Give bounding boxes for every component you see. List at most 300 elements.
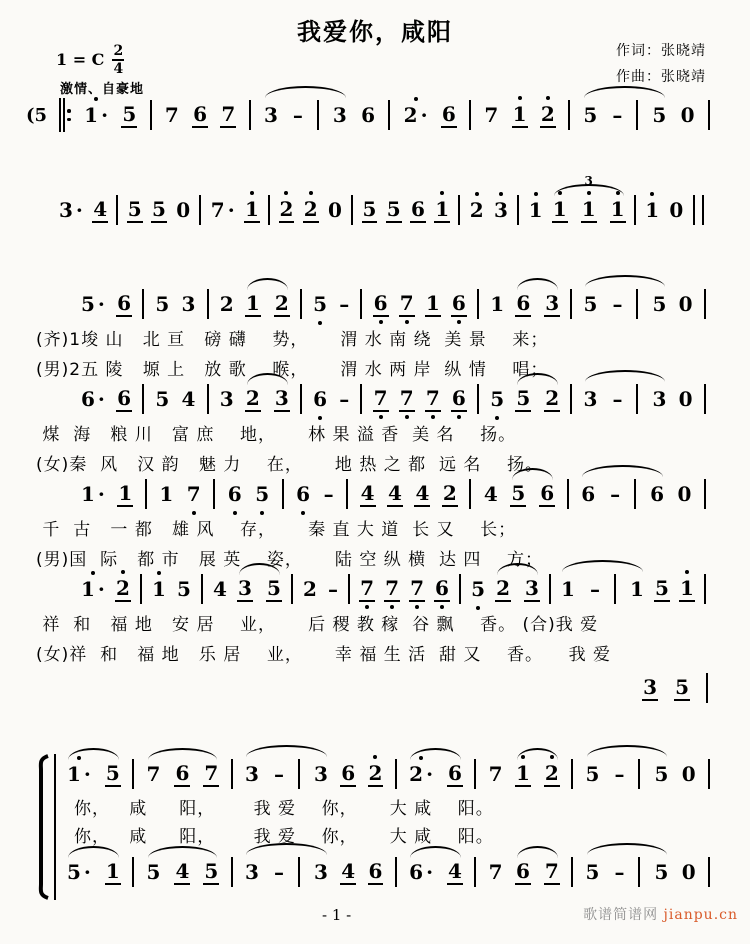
- note-number: 3: [59, 197, 73, 222]
- tempo-marking: 激情、自豪地: [60, 82, 145, 97]
- barline: [469, 479, 471, 509]
- octave-dot-above: [587, 191, 591, 195]
- octave-dot-below: [476, 606, 480, 610]
- octave-dot-above: [558, 191, 562, 195]
- slur-group: [582, 100, 667, 130]
- note: [174, 762, 190, 787]
- note-number: 5: [654, 859, 669, 884]
- note-number: 5: [127, 196, 142, 221]
- note: [408, 861, 434, 884]
- barline: [570, 384, 572, 414]
- note: [180, 388, 196, 411]
- note-number: 4: [93, 196, 108, 221]
- song-title: 我爱你，咸阳: [297, 18, 453, 46]
- note-number: 5: [654, 575, 669, 600]
- note-number: 5: [583, 291, 598, 316]
- octave-dot-above: [650, 192, 654, 196]
- barline: [704, 384, 706, 414]
- barline: [469, 100, 471, 130]
- octave-dot-below: [405, 320, 409, 324]
- note-number: –: [327, 576, 338, 601]
- note: [515, 762, 531, 787]
- note: [266, 577, 282, 602]
- lyrics-line: 你， 咸 阳， 我 爱 你， 大 咸 阳。: [74, 799, 494, 819]
- note: [434, 577, 450, 602]
- note-number: 7: [425, 385, 440, 410]
- octave-dot-above: [440, 191, 444, 195]
- note-number: 2: [274, 290, 289, 315]
- music-line-voice2: [66, 852, 710, 892]
- note-number: 5: [176, 576, 191, 601]
- barline: [360, 384, 362, 414]
- note-number: 2: [303, 196, 318, 221]
- note: [409, 577, 425, 602]
- note: [489, 388, 505, 411]
- dot-augmentation: ·: [97, 576, 105, 601]
- note-number: –: [610, 481, 621, 506]
- octave-dot-below: [318, 321, 322, 325]
- octave-dot-above: [121, 570, 125, 574]
- note-number: 6: [341, 760, 356, 785]
- note-number: 7: [146, 761, 161, 786]
- note-number: 6: [117, 385, 131, 410]
- note: [642, 676, 658, 701]
- note-number: 6: [581, 481, 596, 506]
- note-number: 7: [164, 102, 179, 127]
- note: [80, 578, 106, 601]
- note-number: 7: [410, 575, 424, 600]
- note: [279, 198, 295, 223]
- note-number: 5: [511, 480, 526, 505]
- octave-dot-below: [440, 605, 444, 609]
- note: [164, 104, 180, 127]
- note-number: –: [339, 386, 350, 411]
- barline: [474, 759, 476, 789]
- note-number: 3: [245, 761, 259, 786]
- note: [493, 199, 509, 222]
- sustain-dash: [589, 578, 601, 601]
- note-number: 2: [302, 576, 317, 601]
- note-number: 5: [471, 576, 486, 601]
- note-number: 2: [279, 196, 294, 221]
- barline: [317, 100, 319, 130]
- note-number: –: [614, 761, 625, 786]
- barline: [636, 100, 638, 130]
- note: [528, 199, 544, 222]
- barline: [351, 195, 353, 225]
- note-number: 5: [675, 674, 689, 699]
- note-number: 4: [341, 858, 356, 883]
- note-number: 4: [213, 576, 227, 601]
- note: [237, 577, 253, 602]
- note: [651, 388, 667, 411]
- barline: [477, 384, 479, 414]
- note-number: 6: [448, 760, 462, 785]
- note-number: 7: [210, 197, 225, 222]
- note-number: 6: [411, 196, 425, 221]
- slur-group: [408, 762, 463, 787]
- note: [582, 104, 598, 127]
- note-number: 1: [84, 102, 99, 127]
- note: [312, 293, 328, 316]
- note-number: 5: [654, 761, 669, 786]
- slur-group: [585, 857, 670, 887]
- note: [245, 387, 261, 412]
- note-number: 5: [362, 196, 377, 221]
- note: [649, 483, 665, 506]
- note: [387, 482, 403, 507]
- sustain-dash: [338, 293, 350, 316]
- lyrics-line: (男)国 际 都 市 展 英 姿， 陆 空 纵 横 达 四 方；: [36, 550, 543, 570]
- dot-augmentation: ·: [420, 102, 428, 127]
- note-number: –: [612, 102, 623, 127]
- note-number: 1: [581, 196, 596, 221]
- octave-dot-below: [415, 605, 419, 609]
- note: [92, 198, 108, 223]
- dot-augmentation: ·: [97, 291, 105, 316]
- note: [80, 293, 106, 316]
- barline: [116, 195, 118, 225]
- note-number: –: [273, 761, 284, 786]
- note-number: 5: [67, 859, 81, 884]
- note-number: 7: [488, 859, 503, 884]
- sustain-dash: [611, 388, 623, 411]
- barline: [300, 384, 302, 414]
- slur-group: [244, 857, 329, 887]
- lyrics-line: 千 古 一 都 雄 风 存， 秦 直 大 道 长 又 长；: [36, 520, 517, 540]
- barline: [459, 574, 461, 604]
- note: [544, 860, 560, 885]
- note-number: 4: [175, 858, 190, 883]
- note-number: 3: [181, 291, 196, 316]
- note-number: 2: [442, 480, 457, 505]
- slur-group: [66, 860, 121, 885]
- octave-dot-below: [260, 511, 264, 515]
- note-number: 0: [677, 481, 692, 506]
- note-number: 6: [296, 481, 311, 506]
- note: [674, 676, 690, 701]
- note-number: 3: [643, 674, 658, 699]
- note: [653, 763, 669, 786]
- lyrics-line: 你， 咸 阳， 我 爱 你， 大 咸 阳。: [74, 827, 494, 847]
- barline: [249, 100, 251, 130]
- note-number: 5: [255, 481, 270, 506]
- note-number: 5: [151, 196, 166, 221]
- note: [512, 103, 528, 128]
- note: [447, 860, 463, 885]
- note: [653, 861, 669, 884]
- system-start-barline: [54, 754, 56, 900]
- octave-dot-below: [301, 511, 305, 515]
- note-number: 3: [245, 859, 259, 884]
- note-number: –: [273, 859, 284, 884]
- note-number: 3: [219, 386, 234, 411]
- note: [151, 198, 167, 223]
- note: [220, 103, 236, 128]
- note: [80, 483, 106, 506]
- octave-dot-below: [379, 415, 383, 419]
- note: [425, 292, 441, 317]
- repeat-start-barline: [59, 98, 71, 132]
- octave-dot-below: [318, 416, 322, 420]
- note: [254, 483, 270, 506]
- slur-group: [515, 762, 560, 787]
- note: [651, 104, 667, 127]
- rest-note: [327, 199, 343, 222]
- note-number: 4: [415, 480, 430, 505]
- note-number: 4: [448, 858, 462, 883]
- note-number: 2: [496, 575, 510, 600]
- note: [373, 387, 389, 412]
- note-number: 5: [155, 291, 170, 316]
- time-signature: [112, 44, 124, 76]
- note-number: 6: [409, 859, 424, 884]
- note-number: 2: [409, 761, 424, 786]
- note: [560, 578, 576, 601]
- note-number: 2: [545, 385, 560, 410]
- note-number: 1: [118, 480, 133, 505]
- note: [447, 762, 463, 787]
- note-number: 3: [263, 102, 278, 127]
- note-number: –: [614, 859, 625, 884]
- slur-group: [560, 574, 645, 604]
- barline: [150, 100, 152, 130]
- octave-dot-below: [457, 320, 461, 324]
- note-number: 0: [176, 197, 191, 222]
- note: [495, 577, 511, 602]
- note-number: 7: [373, 385, 388, 410]
- note-number: 1: [679, 575, 694, 600]
- note: [552, 198, 568, 223]
- music-line: [26, 95, 710, 135]
- octave-dot-below: [405, 415, 409, 419]
- note-number: 6: [227, 481, 242, 506]
- note: [116, 292, 132, 317]
- music-system-5: [36, 474, 706, 574]
- barline: [704, 574, 706, 604]
- note: [384, 577, 400, 602]
- note-number: 3: [545, 290, 560, 315]
- note: [540, 103, 556, 128]
- barline: [567, 479, 569, 509]
- note: [174, 860, 190, 885]
- barline: [199, 195, 201, 225]
- note: [489, 293, 505, 316]
- note: [644, 199, 660, 222]
- note: [116, 387, 132, 412]
- note: [66, 861, 92, 884]
- slur-group: [583, 384, 668, 414]
- note: [654, 577, 670, 602]
- barline: [706, 673, 708, 703]
- note: [585, 763, 601, 786]
- note-number: 2: [368, 760, 383, 785]
- note: [58, 199, 84, 222]
- key-signature: [56, 44, 124, 76]
- slur-group: [580, 479, 665, 509]
- watermark-domain: jianpu.cn: [663, 907, 738, 923]
- note-number: 3: [274, 385, 289, 410]
- note: [313, 763, 329, 786]
- note-number: 1: [629, 576, 644, 601]
- note: [303, 198, 319, 223]
- note: [105, 762, 121, 787]
- note: [362, 198, 378, 223]
- music-line-voice1: [66, 754, 710, 794]
- sustain-dash: [611, 104, 623, 127]
- dot-augmentation: ·: [97, 481, 105, 506]
- note: [360, 104, 376, 127]
- slur-group: [245, 292, 290, 317]
- note-number: 2: [403, 102, 418, 127]
- note-number: 7: [399, 385, 414, 410]
- note: [210, 199, 236, 222]
- note-number: 5: [122, 101, 137, 126]
- note-number: 1: [610, 196, 625, 221]
- note: [488, 861, 504, 884]
- note: [312, 388, 328, 411]
- note-number: 5: [155, 386, 170, 411]
- note-number: 0: [678, 386, 693, 411]
- barline: [207, 289, 209, 319]
- note: [410, 198, 426, 223]
- rest-note: [678, 293, 694, 316]
- slur-group: [583, 289, 668, 319]
- slur-group: [585, 759, 670, 789]
- slur-group: [66, 762, 121, 787]
- octave-dot-above: [157, 571, 161, 575]
- note-number: 0: [681, 859, 696, 884]
- dot-augmentation: ·: [101, 102, 109, 127]
- note-number: 6: [368, 858, 383, 883]
- note-number: 6: [515, 858, 530, 883]
- barline: [517, 195, 519, 225]
- note-number: –: [292, 102, 303, 127]
- note: [403, 104, 429, 127]
- note: [399, 387, 415, 412]
- lyrics-line: (女)祥 和 福 地 乐 居 业， 幸 福 生 活 甜 又 香。 我 爱: [36, 645, 611, 665]
- barline: [634, 479, 636, 509]
- barline: [140, 574, 142, 604]
- barline: [704, 479, 706, 509]
- note-number: 6: [361, 102, 376, 127]
- octave-dot-above: [94, 97, 98, 101]
- note-number: 5: [386, 196, 401, 221]
- octave-dot-above: [250, 191, 254, 195]
- dot-augmentation: ·: [227, 197, 235, 222]
- note-number: 4: [388, 480, 402, 505]
- note: [539, 482, 555, 507]
- barline: [549, 574, 551, 604]
- note-number: 6: [193, 101, 208, 126]
- octave-dot-above: [284, 191, 288, 195]
- octave-dot-below: [365, 605, 369, 609]
- barline: [458, 195, 460, 225]
- note: [244, 198, 260, 223]
- barline: [360, 289, 362, 319]
- barline: [571, 857, 573, 887]
- slur-group: [495, 577, 540, 602]
- note: [227, 483, 243, 506]
- note-number: 6: [175, 760, 190, 785]
- duet-system: [34, 754, 710, 900]
- note-number: 5: [585, 859, 600, 884]
- note-number: 5: [652, 291, 667, 316]
- barline: [231, 759, 233, 789]
- note-number: 3: [332, 102, 347, 127]
- note-number: 1: [425, 290, 440, 315]
- note: [368, 762, 384, 787]
- barline: [346, 479, 348, 509]
- note: [583, 293, 599, 316]
- note-number: 5: [146, 859, 161, 884]
- octave-dot-below: [192, 511, 196, 515]
- note-number: 5: [516, 385, 531, 410]
- note-number: 6: [650, 481, 665, 506]
- lyrics-line: (齐)1埈 山 北 亘 磅 礴 势， 渭 水 南 绕 美 景 来；: [36, 330, 549, 350]
- note-number: 0: [678, 291, 693, 316]
- note: [434, 198, 450, 223]
- note-number: 4: [181, 386, 196, 411]
- note: [203, 762, 219, 787]
- note-number: 1: [512, 101, 527, 126]
- note: [295, 483, 311, 506]
- note: [544, 292, 560, 317]
- rest-note: [668, 199, 684, 222]
- note-number: 5: [105, 760, 120, 785]
- note: [451, 292, 467, 317]
- barline: [298, 857, 300, 887]
- lyrics-line: 煤 海 粮 川 富 庶 地， 林 果 溢 香 美 名 扬。: [36, 425, 517, 445]
- note: [212, 578, 228, 601]
- note: [360, 482, 376, 507]
- note: [127, 198, 143, 223]
- lyrics-line: 祥 和 福 地 安 居 业， 后 稷 教 稼 谷 飘 香。 (合)我 爱: [36, 615, 599, 635]
- note-number: 1: [67, 761, 81, 786]
- slur-group: [510, 482, 555, 507]
- note-number: 1: [435, 196, 450, 221]
- slur-group: [263, 100, 348, 130]
- note-number: 6: [451, 290, 466, 315]
- note-number: –: [323, 481, 334, 506]
- music-system-1: [26, 95, 710, 135]
- note: [544, 762, 560, 787]
- lyricist-credit: 作词：张晓靖: [616, 43, 706, 59]
- note-number: 2: [469, 197, 484, 222]
- barline: [142, 289, 144, 319]
- sustain-dash: [273, 763, 285, 786]
- note: [515, 387, 531, 412]
- note-number: 7: [221, 101, 236, 126]
- note-number: 6: [441, 101, 456, 126]
- note-number: 1: [81, 576, 95, 601]
- note: [121, 103, 137, 128]
- watermark: [583, 904, 738, 924]
- note-number: –: [339, 291, 350, 316]
- note-number: 6: [81, 386, 95, 411]
- time-denominator: 4: [113, 60, 124, 77]
- note-number: 0: [681, 761, 696, 786]
- note: [651, 293, 667, 316]
- note-number: 7: [186, 481, 201, 506]
- note-number: 4: [360, 480, 375, 505]
- note: [483, 483, 499, 506]
- note-number: –: [589, 576, 600, 601]
- barline: [638, 759, 640, 789]
- note-number: 6: [117, 290, 131, 315]
- note: [585, 861, 601, 884]
- music-system-4: [36, 379, 706, 479]
